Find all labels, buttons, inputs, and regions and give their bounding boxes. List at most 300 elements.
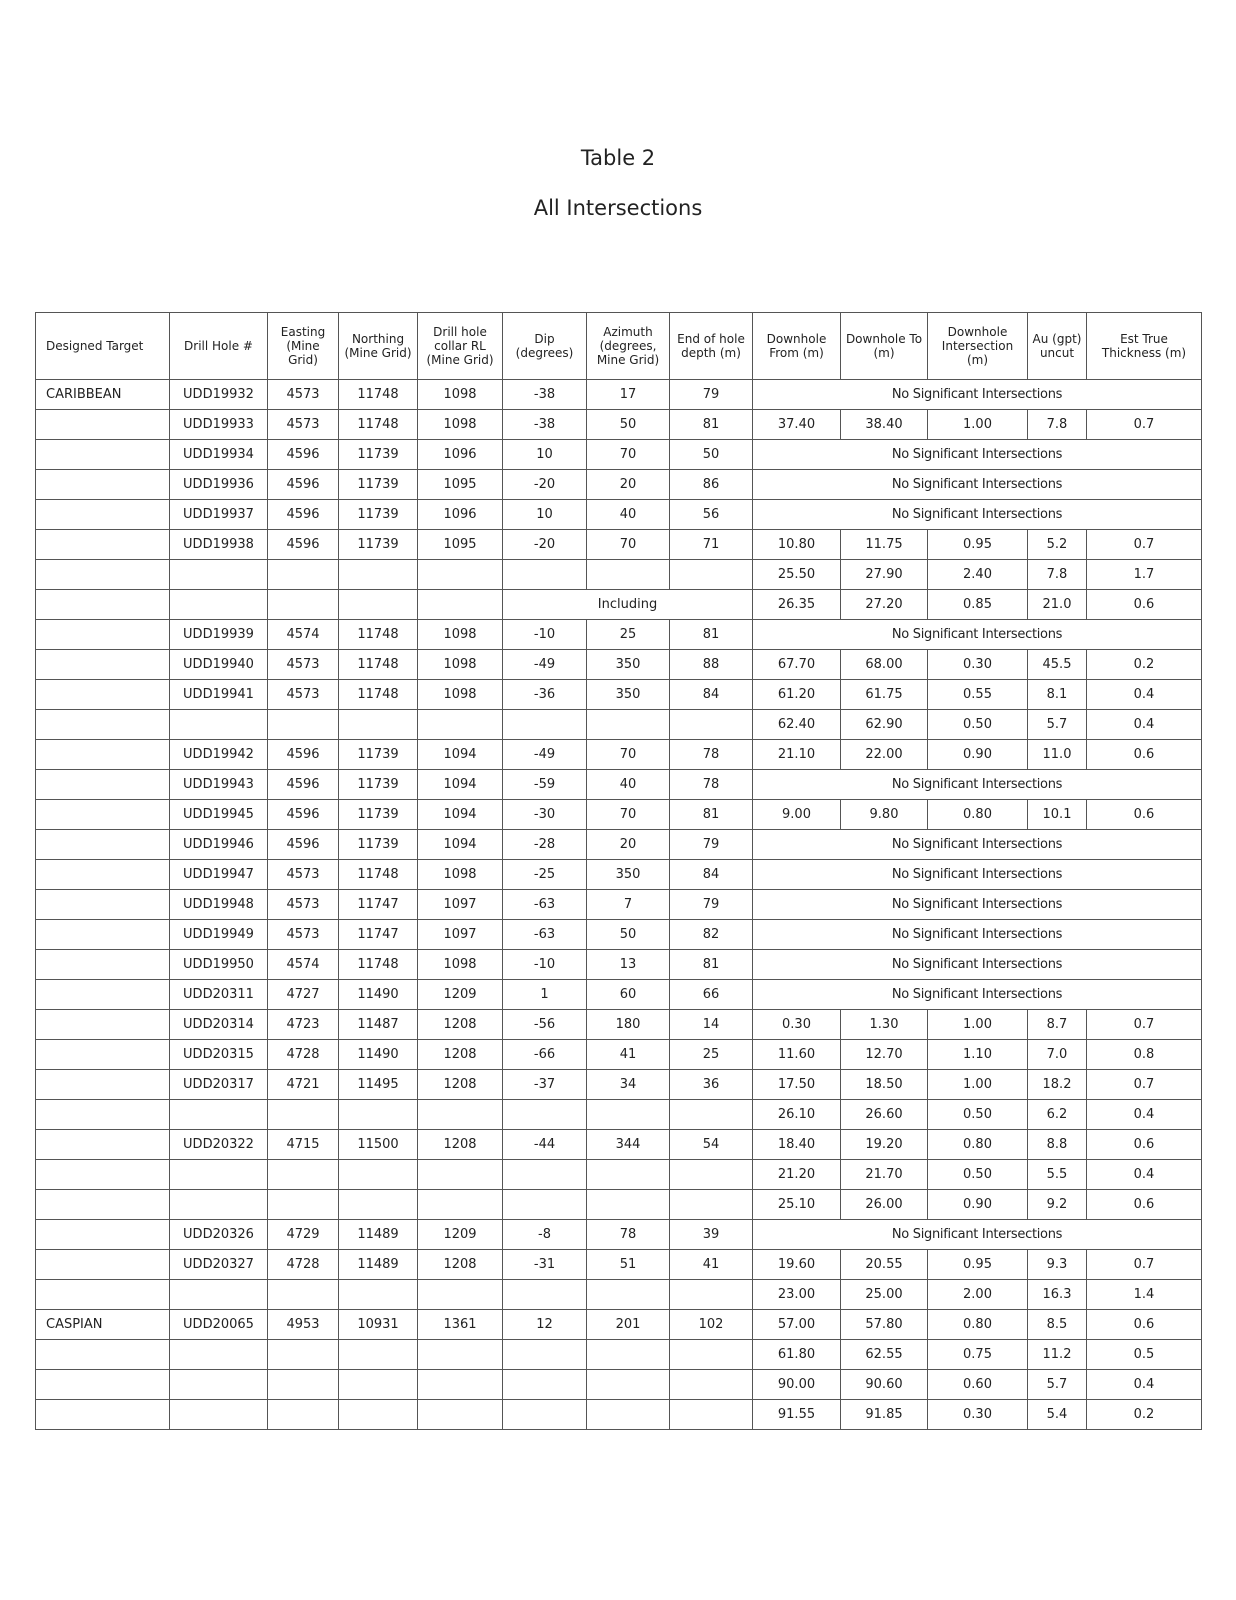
cell-from: 26.35 bbox=[753, 590, 841, 620]
cell-northing: 11739 bbox=[339, 770, 418, 800]
cell-easting: 4728 bbox=[268, 1250, 339, 1280]
cell-depth bbox=[670, 560, 753, 590]
table-row bbox=[36, 560, 1202, 590]
cell-target: CARIBBEAN bbox=[36, 380, 170, 410]
cell-azimuth: 70 bbox=[587, 740, 670, 770]
cell-target bbox=[36, 1370, 170, 1400]
cell-azimuth bbox=[587, 710, 670, 740]
cell-target bbox=[36, 860, 170, 890]
cell-easting: 4573 bbox=[268, 920, 339, 950]
cell-hole bbox=[170, 1370, 268, 1400]
cell-inter: 0.90 bbox=[928, 1190, 1028, 1220]
cell-true: 0.4 bbox=[1087, 1100, 1202, 1130]
cell-from: 17.50 bbox=[753, 1070, 841, 1100]
cell-azimuth bbox=[587, 1160, 670, 1190]
cell-northing bbox=[339, 1370, 418, 1400]
cell-true: 0.6 bbox=[1087, 1310, 1202, 1340]
cell-depth: 84 bbox=[670, 860, 753, 890]
cell-azimuth bbox=[587, 1370, 670, 1400]
table-row bbox=[36, 1220, 1202, 1250]
cell-easting: 4596 bbox=[268, 800, 339, 830]
table-row bbox=[36, 950, 1202, 980]
cell-from: 25.50 bbox=[753, 560, 841, 590]
cell-true: 0.6 bbox=[1087, 800, 1202, 830]
cell-hole bbox=[170, 1280, 268, 1310]
cell-azimuth: 344 bbox=[587, 1130, 670, 1160]
cell-northing bbox=[339, 560, 418, 590]
cell-to: 27.20 bbox=[841, 590, 928, 620]
cell-target bbox=[36, 650, 170, 680]
cell-true: 0.6 bbox=[1087, 1190, 1202, 1220]
cell-easting: 4715 bbox=[268, 1130, 339, 1160]
cell-inter: 0.90 bbox=[928, 740, 1028, 770]
cell-rl: 1098 bbox=[418, 860, 503, 890]
no-intersection-note: No Significant Intersections bbox=[753, 890, 1202, 920]
cell-hole: UDD19946 bbox=[170, 830, 268, 860]
cell-true: 0.6 bbox=[1087, 1130, 1202, 1160]
cell-dip bbox=[503, 1100, 587, 1130]
cell-easting: 4573 bbox=[268, 890, 339, 920]
cell-target bbox=[36, 1070, 170, 1100]
cell-au: 10.1 bbox=[1028, 800, 1087, 830]
cell-hole bbox=[170, 1400, 268, 1430]
cell-inter: 2.40 bbox=[928, 560, 1028, 590]
cell-azimuth bbox=[587, 1190, 670, 1220]
cell-dip bbox=[503, 1280, 587, 1310]
cell-from: 25.10 bbox=[753, 1190, 841, 1220]
cell-easting bbox=[268, 1190, 339, 1220]
cell-hole: UDD19947 bbox=[170, 860, 268, 890]
cell-easting bbox=[268, 1340, 339, 1370]
cell-inter: 1.10 bbox=[928, 1040, 1028, 1070]
cell-northing: 11739 bbox=[339, 800, 418, 830]
cell-azimuth: 20 bbox=[587, 830, 670, 860]
cell-dip: -28 bbox=[503, 830, 587, 860]
cell-to: 12.70 bbox=[841, 1040, 928, 1070]
cell-hole: UDD19943 bbox=[170, 770, 268, 800]
cell-au: 8.8 bbox=[1028, 1130, 1087, 1160]
cell-from: 62.40 bbox=[753, 710, 841, 740]
table-row bbox=[36, 380, 1202, 410]
cell-au: 18.2 bbox=[1028, 1070, 1087, 1100]
cell-from: 18.40 bbox=[753, 1130, 841, 1160]
cell-easting bbox=[268, 560, 339, 590]
no-intersection-note: No Significant Intersections bbox=[753, 980, 1202, 1010]
cell-dip: -20 bbox=[503, 530, 587, 560]
cell-northing bbox=[339, 710, 418, 740]
cell-from: 9.00 bbox=[753, 800, 841, 830]
cell-northing: 11739 bbox=[339, 530, 418, 560]
no-intersection-note: No Significant Intersections bbox=[753, 440, 1202, 470]
cell-rl: 1098 bbox=[418, 410, 503, 440]
cell-target bbox=[36, 560, 170, 590]
cell-dip: -36 bbox=[503, 680, 587, 710]
cell-easting: 4721 bbox=[268, 1070, 339, 1100]
cell-azimuth: 17 bbox=[587, 380, 670, 410]
cell-depth: 86 bbox=[670, 470, 753, 500]
cell-depth: 79 bbox=[670, 890, 753, 920]
no-intersection-note: No Significant Intersections bbox=[753, 920, 1202, 950]
including-label: Including bbox=[503, 590, 753, 620]
cell-to: 22.00 bbox=[841, 740, 928, 770]
cell-northing: 11748 bbox=[339, 620, 418, 650]
cell-target bbox=[36, 1130, 170, 1160]
cell-depth: 81 bbox=[670, 800, 753, 830]
cell-depth: 88 bbox=[670, 650, 753, 680]
cell-dip: 10 bbox=[503, 500, 587, 530]
cell-dip: -66 bbox=[503, 1040, 587, 1070]
cell-au: 11.2 bbox=[1028, 1340, 1087, 1370]
cell-azimuth bbox=[587, 1100, 670, 1130]
cell-azimuth: 78 bbox=[587, 1220, 670, 1250]
cell-dip bbox=[503, 560, 587, 590]
cell-true: 0.7 bbox=[1087, 530, 1202, 560]
cell-dip: -8 bbox=[503, 1220, 587, 1250]
cell-rl: 1208 bbox=[418, 1070, 503, 1100]
cell-inter: 1.00 bbox=[928, 1070, 1028, 1100]
cell-dip: 12 bbox=[503, 1310, 587, 1340]
cell-au: 6.2 bbox=[1028, 1100, 1087, 1130]
cell-northing bbox=[339, 1400, 418, 1430]
cell-northing: 11747 bbox=[339, 890, 418, 920]
cell-azimuth: 34 bbox=[587, 1070, 670, 1100]
cell-rl: 1096 bbox=[418, 440, 503, 470]
cell-target bbox=[36, 980, 170, 1010]
cell-target bbox=[36, 1250, 170, 1280]
header-row bbox=[36, 313, 1202, 380]
cell-easting bbox=[268, 1160, 339, 1190]
cell-true: 0.6 bbox=[1087, 590, 1202, 620]
cell-easting bbox=[268, 1280, 339, 1310]
cell-rl: 1208 bbox=[418, 1010, 503, 1040]
cell-hole: UDD20317 bbox=[170, 1070, 268, 1100]
empty-cell bbox=[170, 590, 268, 620]
cell-rl: 1094 bbox=[418, 800, 503, 830]
cell-inter: 0.95 bbox=[928, 530, 1028, 560]
column-header: End of hole depth (m) bbox=[670, 313, 753, 380]
cell-au: 8.5 bbox=[1028, 1310, 1087, 1340]
cell-rl bbox=[418, 1370, 503, 1400]
column-header: Azimuth (degrees, Mine Grid) bbox=[587, 313, 670, 380]
cell-dip: -63 bbox=[503, 890, 587, 920]
table-row bbox=[36, 890, 1202, 920]
cell-rl: 1095 bbox=[418, 530, 503, 560]
cell-to: 62.55 bbox=[841, 1340, 928, 1370]
cell-azimuth: 41 bbox=[587, 1040, 670, 1070]
cell-hole: UDD19932 bbox=[170, 380, 268, 410]
cell-northing: 11747 bbox=[339, 920, 418, 950]
cell-rl bbox=[418, 1160, 503, 1190]
no-intersection-note: No Significant Intersections bbox=[753, 830, 1202, 860]
cell-azimuth: 7 bbox=[587, 890, 670, 920]
table-row bbox=[36, 710, 1202, 740]
cell-to: 11.75 bbox=[841, 530, 928, 560]
cell-to: 20.55 bbox=[841, 1250, 928, 1280]
cell-true: 0.5 bbox=[1087, 1340, 1202, 1370]
cell-hole bbox=[170, 1340, 268, 1370]
cell-target bbox=[36, 1220, 170, 1250]
cell-northing: 11748 bbox=[339, 680, 418, 710]
table-row bbox=[36, 770, 1202, 800]
cell-northing: 11748 bbox=[339, 410, 418, 440]
cell-dip: -38 bbox=[503, 380, 587, 410]
cell-rl: 1098 bbox=[418, 380, 503, 410]
cell-inter: 0.55 bbox=[928, 680, 1028, 710]
cell-target bbox=[36, 680, 170, 710]
cell-true: 0.7 bbox=[1087, 1010, 1202, 1040]
cell-true: 1.4 bbox=[1087, 1280, 1202, 1310]
cell-from: 90.00 bbox=[753, 1370, 841, 1400]
table-row bbox=[36, 1250, 1202, 1280]
cell-northing: 11748 bbox=[339, 650, 418, 680]
cell-northing: 11490 bbox=[339, 980, 418, 1010]
cell-rl: 1098 bbox=[418, 650, 503, 680]
table-row bbox=[36, 410, 1202, 440]
cell-target bbox=[36, 1340, 170, 1370]
table-row bbox=[36, 620, 1202, 650]
cell-target bbox=[36, 890, 170, 920]
cell-azimuth: 40 bbox=[587, 500, 670, 530]
cell-rl bbox=[418, 1100, 503, 1130]
cell-depth bbox=[670, 710, 753, 740]
cell-hole: UDD19941 bbox=[170, 680, 268, 710]
cell-inter: 0.75 bbox=[928, 1340, 1028, 1370]
cell-au: 21.0 bbox=[1028, 590, 1087, 620]
cell-target bbox=[36, 1280, 170, 1310]
cell-hole: UDD19936 bbox=[170, 470, 268, 500]
cell-target bbox=[36, 710, 170, 740]
cell-dip: -31 bbox=[503, 1250, 587, 1280]
cell-azimuth: 201 bbox=[587, 1310, 670, 1340]
cell-depth bbox=[670, 1280, 753, 1310]
cell-to: 21.70 bbox=[841, 1160, 928, 1190]
cell-hole: UDD20322 bbox=[170, 1130, 268, 1160]
cell-from: 11.60 bbox=[753, 1040, 841, 1070]
no-intersection-note: No Significant Intersections bbox=[753, 950, 1202, 980]
cell-target bbox=[36, 740, 170, 770]
cell-target bbox=[36, 770, 170, 800]
table-row bbox=[36, 470, 1202, 500]
cell-au: 5.5 bbox=[1028, 1160, 1087, 1190]
column-header: Downhole To (m) bbox=[841, 313, 928, 380]
cell-inter: 1.00 bbox=[928, 410, 1028, 440]
cell-rl bbox=[418, 1190, 503, 1220]
cell-depth: 102 bbox=[670, 1310, 753, 1340]
intersections-table bbox=[35, 312, 1202, 1430]
no-intersection-note: No Significant Intersections bbox=[753, 470, 1202, 500]
cell-hole: UDD20065 bbox=[170, 1310, 268, 1340]
cell-inter: 2.00 bbox=[928, 1280, 1028, 1310]
cell-true: 1.7 bbox=[1087, 560, 1202, 590]
cell-dip: 1 bbox=[503, 980, 587, 1010]
cell-true: 0.7 bbox=[1087, 410, 1202, 440]
cell-depth: 78 bbox=[670, 740, 753, 770]
cell-depth: 79 bbox=[670, 380, 753, 410]
cell-dip: -37 bbox=[503, 1070, 587, 1100]
cell-azimuth: 51 bbox=[587, 1250, 670, 1280]
cell-depth bbox=[670, 1100, 753, 1130]
cell-northing bbox=[339, 1280, 418, 1310]
cell-northing: 11748 bbox=[339, 860, 418, 890]
cell-easting: 4574 bbox=[268, 620, 339, 650]
column-header: Est True Thickness (m) bbox=[1087, 313, 1202, 380]
cell-easting: 4953 bbox=[268, 1310, 339, 1340]
cell-dip: -10 bbox=[503, 950, 587, 980]
cell-easting: 4596 bbox=[268, 440, 339, 470]
cell-target bbox=[36, 470, 170, 500]
cell-inter: 0.80 bbox=[928, 1310, 1028, 1340]
cell-azimuth bbox=[587, 1340, 670, 1370]
cell-to: 68.00 bbox=[841, 650, 928, 680]
cell-inter: 0.50 bbox=[928, 1160, 1028, 1190]
table-row bbox=[36, 1040, 1202, 1070]
no-intersection-note: No Significant Intersections bbox=[753, 380, 1202, 410]
cell-depth: 84 bbox=[670, 680, 753, 710]
cell-easting bbox=[268, 710, 339, 740]
cell-inter: 0.30 bbox=[928, 650, 1028, 680]
cell-easting: 4574 bbox=[268, 950, 339, 980]
cell-from: 10.80 bbox=[753, 530, 841, 560]
cell-dip: -63 bbox=[503, 920, 587, 950]
cell-to: 18.50 bbox=[841, 1070, 928, 1100]
cell-depth bbox=[670, 1370, 753, 1400]
cell-dip: -25 bbox=[503, 860, 587, 890]
cell-depth: 25 bbox=[670, 1040, 753, 1070]
cell-target bbox=[36, 1190, 170, 1220]
cell-true: 0.2 bbox=[1087, 1400, 1202, 1430]
cell-hole bbox=[170, 710, 268, 740]
table-row bbox=[36, 860, 1202, 890]
table-row bbox=[36, 500, 1202, 530]
cell-au: 8.7 bbox=[1028, 1010, 1087, 1040]
cell-target bbox=[36, 800, 170, 830]
no-intersection-note: No Significant Intersections bbox=[753, 620, 1202, 650]
empty-cell bbox=[339, 590, 418, 620]
cell-rl: 1209 bbox=[418, 1220, 503, 1250]
cell-depth: 41 bbox=[670, 1250, 753, 1280]
cell-from: 91.55 bbox=[753, 1400, 841, 1430]
table-row bbox=[36, 830, 1202, 860]
cell-easting: 4727 bbox=[268, 980, 339, 1010]
cell-dip bbox=[503, 1370, 587, 1400]
table-row bbox=[36, 1190, 1202, 1220]
cell-depth: 54 bbox=[670, 1130, 753, 1160]
cell-target: CASPIAN bbox=[36, 1310, 170, 1340]
cell-target bbox=[36, 920, 170, 950]
cell-to: 25.00 bbox=[841, 1280, 928, 1310]
cell-azimuth: 350 bbox=[587, 860, 670, 890]
cell-from: 57.00 bbox=[753, 1310, 841, 1340]
cell-au: 9.2 bbox=[1028, 1190, 1087, 1220]
cell-rl: 1098 bbox=[418, 620, 503, 650]
cell-easting: 4728 bbox=[268, 1040, 339, 1070]
cell-true: 0.4 bbox=[1087, 1160, 1202, 1190]
cell-azimuth: 350 bbox=[587, 680, 670, 710]
cell-hole: UDD19940 bbox=[170, 650, 268, 680]
cell-to: 38.40 bbox=[841, 410, 928, 440]
cell-au: 5.2 bbox=[1028, 530, 1087, 560]
table-row bbox=[36, 1070, 1202, 1100]
cell-hole: UDD19939 bbox=[170, 620, 268, 650]
cell-dip: -38 bbox=[503, 410, 587, 440]
cell-rl: 1097 bbox=[418, 890, 503, 920]
cell-dip: -10 bbox=[503, 620, 587, 650]
cell-dip bbox=[503, 1340, 587, 1370]
cell-from: 61.20 bbox=[753, 680, 841, 710]
cell-rl: 1208 bbox=[418, 1130, 503, 1160]
cell-easting bbox=[268, 1100, 339, 1130]
cell-azimuth: 350 bbox=[587, 650, 670, 680]
cell-dip bbox=[503, 1190, 587, 1220]
cell-azimuth: 60 bbox=[587, 980, 670, 1010]
cell-au: 7.8 bbox=[1028, 560, 1087, 590]
cell-easting: 4596 bbox=[268, 770, 339, 800]
cell-depth: 82 bbox=[670, 920, 753, 950]
cell-easting bbox=[268, 1370, 339, 1400]
cell-dip bbox=[503, 1160, 587, 1190]
cell-hole: UDD19948 bbox=[170, 890, 268, 920]
cell-target bbox=[36, 1400, 170, 1430]
table-row bbox=[36, 650, 1202, 680]
cell-target bbox=[36, 530, 170, 560]
column-header: Dip (degrees) bbox=[503, 313, 587, 380]
cell-hole: UDD20327 bbox=[170, 1250, 268, 1280]
cell-dip bbox=[503, 1400, 587, 1430]
cell-northing bbox=[339, 1340, 418, 1370]
cell-rl: 1094 bbox=[418, 740, 503, 770]
cell-easting: 4573 bbox=[268, 380, 339, 410]
cell-dip: -59 bbox=[503, 770, 587, 800]
cell-hole: UDD20311 bbox=[170, 980, 268, 1010]
cell-to: 61.75 bbox=[841, 680, 928, 710]
cell-rl: 1208 bbox=[418, 1040, 503, 1070]
no-intersection-note: No Significant Intersections bbox=[753, 1220, 1202, 1250]
table-row bbox=[36, 740, 1202, 770]
cell-depth: 78 bbox=[670, 770, 753, 800]
cell-easting: 4723 bbox=[268, 1010, 339, 1040]
cell-hole: UDD19938 bbox=[170, 530, 268, 560]
cell-northing: 10931 bbox=[339, 1310, 418, 1340]
cell-easting: 4573 bbox=[268, 860, 339, 890]
table-title: Table 2 bbox=[580, 146, 656, 170]
table-row bbox=[36, 1160, 1202, 1190]
cell-target bbox=[36, 620, 170, 650]
cell-to: 27.90 bbox=[841, 560, 928, 590]
table-row bbox=[36, 530, 1202, 560]
table-row bbox=[36, 920, 1202, 950]
cell-rl bbox=[418, 1340, 503, 1370]
cell-dip: -49 bbox=[503, 740, 587, 770]
cell-rl bbox=[418, 1400, 503, 1430]
column-header: Easting (Mine Grid) bbox=[268, 313, 339, 380]
cell-hole: UDD20315 bbox=[170, 1040, 268, 1070]
cell-from: 0.30 bbox=[753, 1010, 841, 1040]
cell-from: 67.70 bbox=[753, 650, 841, 680]
cell-easting: 4573 bbox=[268, 410, 339, 440]
cell-easting: 4729 bbox=[268, 1220, 339, 1250]
cell-dip: -30 bbox=[503, 800, 587, 830]
cell-from: 61.80 bbox=[753, 1340, 841, 1370]
cell-rl: 1098 bbox=[418, 950, 503, 980]
cell-from: 21.20 bbox=[753, 1160, 841, 1190]
cell-rl bbox=[418, 710, 503, 740]
table-row bbox=[36, 980, 1202, 1010]
cell-northing: 11490 bbox=[339, 1040, 418, 1070]
cell-to: 19.20 bbox=[841, 1130, 928, 1160]
table-row bbox=[36, 1010, 1202, 1040]
table-row bbox=[36, 1100, 1202, 1130]
cell-northing: 11739 bbox=[339, 500, 418, 530]
